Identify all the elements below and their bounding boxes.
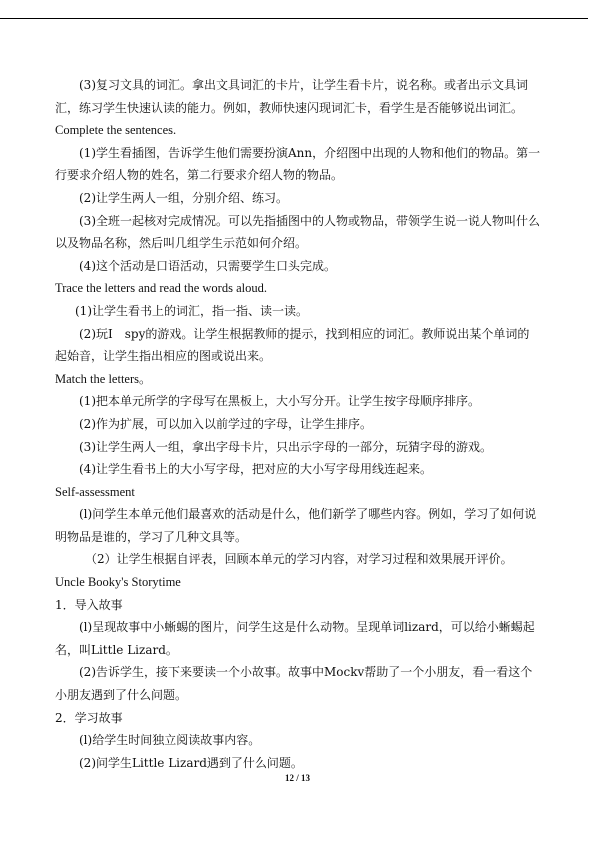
paragraph: (l)呈现故事中小蜥蜴的图片，问学生这是什么动物。呈现单词lizard，可以给小蜥蜴起名，叫Little Lizard。 xyxy=(55,620,535,657)
paragraph: (2)让学生两人一组，分别介绍、练习。 xyxy=(79,190,288,205)
paragraph: (l)给学生时间独立阅读故事内容。 xyxy=(79,733,261,748)
section-heading: Match the letters。 xyxy=(55,371,152,386)
section-heading: Uncle Booky's Storytime xyxy=(55,575,181,590)
paragraph: 1．导入故事 xyxy=(55,597,123,612)
section-heading: Complete the sentences. xyxy=(55,123,177,138)
paragraph: (1)让学生看书上的词汇，指一指、读一读。 xyxy=(75,303,308,318)
document-body xyxy=(55,74,541,774)
header-rule xyxy=(0,18,588,19)
section-heading: Trace the letters and read the words aloud. xyxy=(55,281,267,296)
section-heading: Self-assessment xyxy=(55,484,135,499)
paragraph: (4)让学生看书上的大小写字母，把对应的大小写字母用线连起来。 xyxy=(79,462,433,477)
page-number: 12 / 13 xyxy=(284,773,310,783)
paragraph: (3)全班一起核对完成情况。可以先指插图中的人物或物品，带领学生说一说人物叫什么以及物品名称，然后叫几组学生示范如何介绍。 xyxy=(55,213,541,251)
paragraph: (l)问学生本单元他们最喜欢的活动是什么，他们新学了哪些内容。例如，学习了如何说明物品是谁的，学习了几种文具等。 xyxy=(55,507,537,544)
paragraph: 2．学习故事 xyxy=(55,710,123,725)
paragraph: (2)作为扩展，可以加入以前学过的字母，让学生排序。 xyxy=(79,416,373,431)
paragraph: (4)这个活动是口语活动，只需要学生口头完成。 xyxy=(79,258,336,273)
paragraph: (1)学生看插图，告诉学生他们需要扮演Ann，介绍图中出现的人物和他们的物品。第一行要求介绍人物的姓名，第二行要求介绍人物的物品。 xyxy=(55,145,541,183)
paragraph: (3)让学生两人一组，拿出字母卡片，只出示字母的一部分，玩猜字母的游戏。 xyxy=(79,439,493,454)
paragraph: (2)玩I spy的游戏。让学生根据教师的提示，找到相应的词汇。教师说出某个单词的起始音，让学生指出相应的图或说出来。 xyxy=(55,326,530,364)
paragraph: (2)问学生Little Lizard遇到了什么问题。 xyxy=(79,755,303,770)
paragraph: (3)复习文具的词汇。拿出文具词汇的卡片，让学生看卡片，说名称。或者出示文具词汇，练习学生快速认读的能力。例如，教师快速闪现词汇卡，看学生是否能够说出词汇。 xyxy=(55,78,529,115)
paragraph: (1)把本单元所学的字母写在黑板上，大小写分开。让学生按字母顺序排序。 xyxy=(79,394,481,409)
paragraph: （2）让学生根据自评表，回顾本单元的学习内容，对学习过程和效果展开评价。 xyxy=(85,552,513,567)
paragraph: (2)告诉学生，接下来要读一个小故事。故事中Mockv帮助了一个小朋友，看一看这个小朋友遇到了什么问题。 xyxy=(55,665,533,703)
